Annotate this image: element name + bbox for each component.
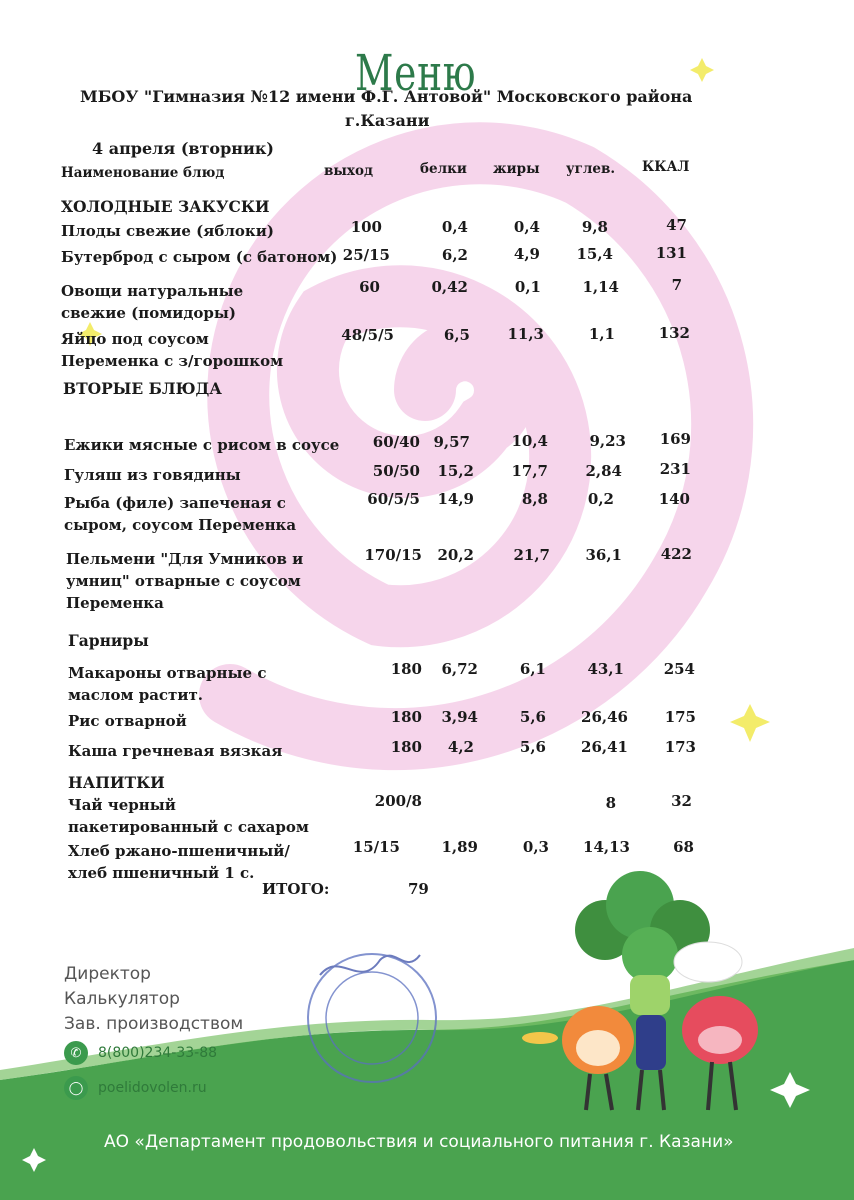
dish-name: Бутерброд с сыром (с батоном) [61, 248, 338, 266]
dish-protein: 6,2 [441, 246, 468, 264]
dish-output: 60/40 [372, 433, 420, 451]
dish-carb: 36,1 [585, 546, 622, 564]
dish-name: Рис отварной [68, 712, 187, 730]
dish-protein: 6,5 [443, 326, 470, 344]
dish-kcal: 68 [673, 838, 694, 856]
column-header-name: Наименование блюд [61, 165, 225, 181]
dish-name: Гуляш из говядины [64, 466, 241, 484]
section-drinks: НАПИТКИ [68, 773, 165, 792]
dish-protein: 3,94 [441, 708, 478, 726]
dish-carb: 15,4 [576, 245, 613, 263]
dish-carb: 0,2 [587, 490, 614, 508]
total-label: ИТОГО: [262, 880, 330, 898]
dish-protein: 20,2 [437, 546, 474, 564]
school-name: МБОУ "Гимназия №12 имени Ф.Г. Антовой" Московского района [80, 87, 693, 106]
dish-carb: 9,23 [589, 432, 626, 450]
dish-kcal: 175 [664, 708, 696, 726]
dish-name: Чай черный пакетированный с сахаром [68, 796, 309, 836]
column-header-output: выход [324, 163, 373, 179]
dish-protein: 14,9 [437, 490, 474, 508]
footer-production-manager: Зав. производством [64, 1014, 244, 1034]
dish-output: 180 [390, 660, 422, 678]
footer-director: Директор [64, 964, 151, 984]
dish-fat: 4,9 [513, 245, 540, 263]
dish-carb: 14,13 [583, 838, 630, 856]
dish-kcal: 422 [660, 545, 692, 563]
dish-fat: 10,4 [511, 432, 548, 450]
section-sides: Гарниры [68, 631, 149, 650]
dish-kcal: 7 [671, 276, 682, 294]
dish-name: Овощи натуральные свежие (помидоры) [61, 282, 244, 322]
dish-output: 180 [390, 708, 422, 726]
dish-kcal: 140 [658, 490, 690, 508]
dish-carb: 43,1 [587, 660, 624, 678]
footer-calculator: Калькулятор [64, 989, 180, 1009]
footer-site: poelidovolen.ru [98, 1080, 207, 1096]
dish-name: Пельмени "Для Умников и умниц" отварные с соусом Переменка [66, 550, 304, 612]
dish-output: 200/8 [374, 792, 422, 810]
dish-fat: 0,4 [513, 218, 540, 236]
dish-output: 170/15 [364, 546, 422, 564]
dish-protein: 15,2 [437, 462, 474, 480]
dish-name: Плоды свежие (яблоки) [61, 222, 274, 240]
globe-icon: ◯ [64, 1076, 88, 1100]
dish-kcal: 47 [666, 216, 687, 234]
dish-output: 25/15 [342, 246, 390, 264]
section-cold-snacks: ХОЛОДНЫЕ ЗАКУСКИ [61, 197, 270, 216]
menu-date: 4 апреля (вторник) [92, 139, 274, 158]
dish-output: 60/5/5 [367, 490, 420, 508]
dish-fat: 17,7 [511, 462, 548, 480]
section-main-courses: ВТОРЫЕ БЛЮДА [63, 379, 222, 398]
footer-phone-row[interactable] [64, 1041, 217, 1065]
dish-kcal: 132 [658, 324, 690, 342]
dish-output: 50/50 [372, 462, 420, 480]
column-header-protein: белки [420, 161, 467, 177]
dish-protein: 6,72 [441, 660, 478, 678]
dish-protein: 0,42 [431, 278, 468, 296]
dish-output: 60 [359, 278, 380, 296]
dish-fat: 6,1 [519, 660, 546, 678]
school-city: г.Казани [345, 111, 430, 130]
dish-carb: 26,41 [581, 738, 628, 756]
phone-icon: ✆ [64, 1041, 88, 1065]
dish-carb: 1,1 [588, 325, 615, 343]
dish-fat: 8,8 [521, 490, 548, 508]
dish-fat: 0,1 [514, 278, 541, 296]
dish-fat: 11,3 [507, 325, 544, 343]
dish-kcal: 131 [655, 244, 687, 262]
dish-protein: 9,57 [433, 433, 470, 451]
footer-site-row[interactable] [64, 1076, 207, 1100]
dish-kcal: 169 [659, 430, 691, 448]
column-header-kcal: ККАЛ [642, 159, 690, 175]
dish-kcal: 231 [659, 460, 691, 478]
dish-name: Макароны отварные с маслом растит. [68, 664, 267, 704]
dish-name: Яйцо под соусом Переменка с з/горошком [61, 330, 284, 370]
dish-fat: 21,7 [513, 546, 550, 564]
dish-protein: 4,2 [447, 738, 474, 756]
dish-carb: 9,8 [581, 218, 608, 236]
footer-organization: АО «Департамент продовольствия и социального питания г. Казани» [104, 1132, 734, 1152]
dish-output: 15/15 [352, 838, 400, 856]
total-value: 79 [408, 880, 429, 898]
dish-protein: 0,4 [441, 218, 468, 236]
dish-fat: 0,3 [522, 838, 549, 856]
menu-logo: Меню [355, 44, 477, 102]
dish-carb: 8 [605, 794, 616, 812]
column-header-fat: жиры [493, 161, 540, 177]
dish-output: 180 [390, 738, 422, 756]
dish-kcal: 32 [671, 792, 692, 810]
column-header-carb: углев. [566, 161, 616, 177]
dish-carb: 1,14 [582, 278, 619, 296]
dish-name: Хлеб ржано-пшеничный/хлеб пшеничный 1 с. [68, 842, 290, 882]
dish-name: Каша гречневая вязкая [68, 742, 283, 760]
footer-phone: 8(800)234-33-88 [98, 1045, 218, 1061]
dish-name: Рыба (филе) запеченая с сыром, соусом Переменка [64, 494, 297, 534]
dish-kcal: 254 [663, 660, 695, 678]
dish-kcal: 173 [664, 738, 696, 756]
dish-protein: 1,89 [441, 838, 478, 856]
dish-fat: 5,6 [519, 738, 546, 756]
dish-name: Ежики мясные с рисом в соусе [64, 436, 340, 454]
dish-output: 100 [350, 218, 382, 236]
dish-fat: 5,6 [519, 708, 546, 726]
dish-carb: 26,46 [581, 708, 628, 726]
dish-carb: 2,84 [585, 462, 622, 480]
dish-output: 48/5/5 [341, 326, 394, 344]
